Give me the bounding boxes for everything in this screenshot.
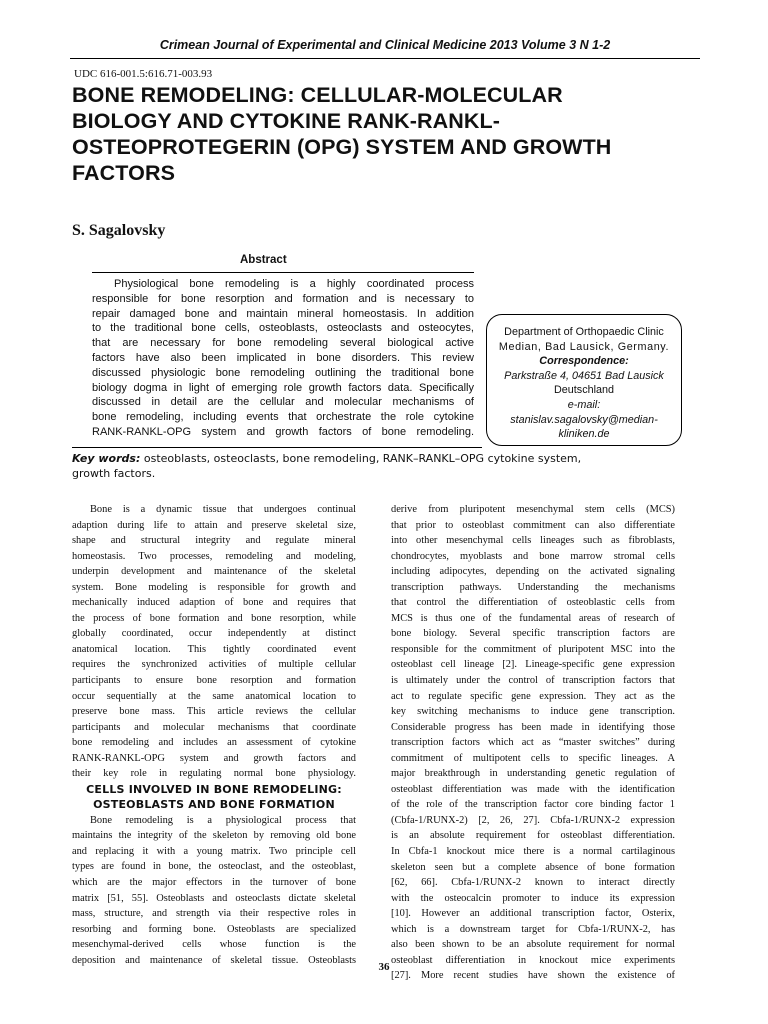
- body-text-line: with the osteocalcin promoter to induce its expression: [391, 892, 675, 904]
- body-text-line: derive from pluripotent mesenchymal stem cells (MCS): [391, 504, 675, 515]
- abstract-line: to the traditional bone cells, osteoblasts, osteoclasts and osteocytes,: [92, 322, 474, 335]
- body-text-line: maintains the integrity of the skeleton by removing old bone: [72, 830, 356, 842]
- body-text-line: into other mesenchymal cells lineages such as fibroblasts,: [391, 535, 675, 547]
- body-text-line: deposition and maintenance of skeletal tissue. Osteoblasts: [72, 954, 356, 966]
- body-text-line: mechanically induced adaption of bone and requires that: [72, 597, 356, 609]
- body-text-line: globally coordinated, occur independently at distinct: [72, 628, 356, 640]
- body-text-line: is an absolute requirement for osteoblast differentiation.: [391, 830, 675, 842]
- body-text-line: the process of bone formation and bone resorption, while: [72, 612, 356, 624]
- body-text-line: of the role of the transcription factor core binding factor 1: [391, 799, 675, 811]
- body-text-line: mass, structure, and strength via their respective roles in: [72, 908, 356, 920]
- keywords-list-cont: growth factors.: [72, 467, 156, 480]
- body-text-line: and replacing it with a young matrix. Two principle cell: [72, 845, 356, 857]
- email-address[interactable]: stanislav.sagalovsky@median-: [510, 413, 658, 426]
- abstract-line: discussed in detail are the cellular and molecular mechanisms of: [92, 396, 474, 409]
- body-text-line: their key role in regulating normal bone physiology.: [72, 768, 356, 780]
- body-text-line: participants and molecular mechanisms that coordinate: [72, 721, 356, 733]
- article-title: [72, 82, 682, 186]
- body-text-line: is ultimately under the control of transcription factors that: [391, 675, 675, 687]
- body-text-line: Bone is a dynamic tissue that undergoes continual: [90, 504, 356, 515]
- abstract-text: [92, 277, 474, 440]
- body-text-line: anatomical location. This tightly coordinated event: [72, 643, 356, 655]
- email-address-cont[interactable]: kliniken.de: [558, 428, 610, 441]
- correspondence-label: Correspondence:: [539, 355, 629, 368]
- body-text-line: that control the differentiation of osteoblastic cells from: [391, 597, 675, 609]
- body-text-line: system. Bone modeling is responsible for growth and: [72, 581, 356, 593]
- title-line: BONE REMODELING: CELLULAR-MOLECULAR: [72, 83, 563, 107]
- title-line: OSTEOPROTEGERIN (OPG) SYSTEM AND GROWTH: [72, 135, 612, 159]
- abstract-heading: Abstract: [240, 254, 287, 266]
- abstract-line: biology dogma in light of emerging role growth factors data. Specifically: [92, 381, 474, 394]
- abstract-bottom-rule: [72, 447, 482, 448]
- page-number: 36: [378, 961, 390, 973]
- body-text-line: bone biology. Several specific transcription factors are: [391, 628, 675, 640]
- section-heading: OSTEOBLASTS AND BONE FORMATION: [93, 798, 335, 812]
- body-text-line: commitment of multipotent cells to specific lineages. A: [391, 752, 675, 764]
- body-text-line: requires the synchronized activities of multiple cellular: [72, 659, 356, 671]
- body-text-line: that prior to osteoblast commitment can also differentiate: [391, 519, 675, 531]
- body-text-line: osteoblast differentiation in knockout mice experiments: [391, 954, 675, 966]
- keywords-label: Key words:: [72, 452, 141, 465]
- abstract-top-rule: [92, 272, 474, 273]
- journal-header: Crimean Journal of Experimental and Clinical Medicine 2013 Volume 3 N 1-2: [159, 38, 611, 52]
- udc-code: UDC 616-001.5:616.71-003.93: [74, 68, 213, 80]
- body-text-line: mesenchymal-derived cells whose function is the: [72, 939, 356, 951]
- correspondence-country: Deutschland: [553, 384, 615, 397]
- body-text-line: resorbing and forming bone. Osteoblasts are specialized: [72, 923, 356, 935]
- body-text-line: including adipocytes, depending on the activated signaling: [391, 566, 675, 578]
- body-text-line: types are found in bone, the osteoclast, and the osteoblast,: [72, 861, 356, 873]
- correspondence-address: Parkstraße 4, 04651 Bad Lausick: [504, 369, 664, 382]
- body-text-line: which are the major effectors in the turnover of bone: [72, 877, 356, 889]
- body-text-line: adaption during life to attain and preserve skeletal size,: [72, 519, 356, 531]
- abstract-line: repair damaged bone and maintain mineral homeostasis. In addition: [92, 307, 474, 320]
- body-text-line: key switching mechanisms to induce gene transcription.: [391, 706, 675, 718]
- section-heading: CELLS INVOLVED IN BONE REMODELING:: [86, 782, 342, 796]
- body-text-line: bone remodeling and includes an assessment of cytokine: [72, 737, 356, 749]
- correspondence-box: [486, 314, 682, 446]
- department-line: Department of Orthopaedic Clinic: [504, 326, 664, 338]
- title-line: FACTORS: [72, 161, 176, 185]
- left-column: [72, 502, 356, 968]
- body-text-line: chondrocytes, myoblasts and bone marrow stromal cells: [391, 550, 675, 562]
- abstract-line: responsible for bone resorption and formation and is necessary to: [92, 292, 474, 305]
- title-line: BIOLOGY AND CYTOKINE RANK-RANKL-: [72, 109, 501, 133]
- keywords-list: osteoblasts, osteoclasts, bone remodeling, RANK–RANKL–OPG cytokine system,: [140, 452, 582, 465]
- body-text-line: transcription factors which act as “master switches” during: [391, 737, 675, 749]
- body-text-line: Bone remodeling is a physiological process that: [90, 814, 356, 826]
- body-text-line: homeostasis. Two processes, remodeling and modeling,: [72, 550, 356, 562]
- body-text-line: skeleton seen but a complete absence of bone formation: [391, 861, 675, 873]
- body-text-line: underpin development and maintenance of the skeletal: [72, 566, 356, 578]
- body-text-line: participants to ensure bone resorption and formation: [72, 675, 356, 687]
- body-text-line: major breakthrough in understanding genetic regulation of: [391, 768, 675, 780]
- body-text-line: [62, 66]. Cbfa-1/RUNX-2 known to interact directly: [391, 877, 675, 889]
- body-text-line: which is a downstream target for Cbfa-1/RUNX-2, has: [391, 923, 675, 935]
- body-text-line: Considerable progress has been made in identifying those: [391, 721, 675, 733]
- abstract-line: bone remodeling, including events that orchestrate the role cytokine: [92, 411, 474, 424]
- body-text-line: occur sequentially at the same anatomical location to: [72, 690, 356, 702]
- abstract-line: Physiological bone remodeling is a highly coordinated process: [114, 278, 474, 290]
- body-text-line: preserve bone mass. This article reviews the cellular: [72, 706, 356, 718]
- keywords: [72, 451, 692, 481]
- body-text-line: MCS is thus one of the fundamental areas of research of: [391, 612, 675, 624]
- body-text-line: matrix [51, 55]. Osteoblasts and osteoclasts dictate skeletal: [72, 892, 356, 904]
- body-text-line: (Cbfa-1/RUNX-2) [2, 26, 27]. Cbfa-1/RUNX-2 expression: [391, 814, 675, 826]
- body-text-line: osteoblast differentiation was made with the identification: [391, 783, 675, 795]
- right-column: [391, 502, 675, 984]
- header-rule: [70, 58, 700, 59]
- abstract-line: RANK-RANKL-OPG system and growth factors of bone remodeling.: [92, 425, 474, 438]
- email-label: e-mail:: [567, 398, 601, 411]
- body-text-line: responsible for the commitment of pluripotent MSC into the: [391, 643, 675, 655]
- abstract-line: factors have also been implicated in bone disorders. This review: [92, 351, 474, 364]
- body-text-line: RANK-RANKL-OPG system and growth factors and: [72, 752, 356, 764]
- body-text-line: act to regulate specific gene expression. They act as the: [391, 690, 675, 702]
- body-text-line: In Cbfa-1 knockout mice there is a normal cartilaginous: [391, 846, 675, 858]
- body-text-line: also been shown to be an absolute requirement for normal: [391, 939, 675, 951]
- department-location: Median, Bad Lausick, Germany.: [498, 340, 670, 353]
- abstract-line: discussed physiologic bone remodeling outlining the traditional bone: [92, 366, 474, 379]
- body-text-line: [10]. However an additional transcription factor, Osterix,: [391, 908, 675, 920]
- body-text-line: shape and structural integrity and regulate mineral: [72, 535, 356, 547]
- abstract-line: that are necessary for bone remodeling several biological active: [92, 337, 474, 350]
- body-text-line: osteoblast cell lineage [2]. Lineage-specific gene expression: [391, 659, 675, 671]
- body-text-line: [27]. More recent studies have shown the existence of: [391, 970, 675, 982]
- author-name: S. Sagalovsky: [72, 222, 166, 239]
- body-text-line: transcription pathways. Understanding the mechanisms: [391, 581, 675, 593]
